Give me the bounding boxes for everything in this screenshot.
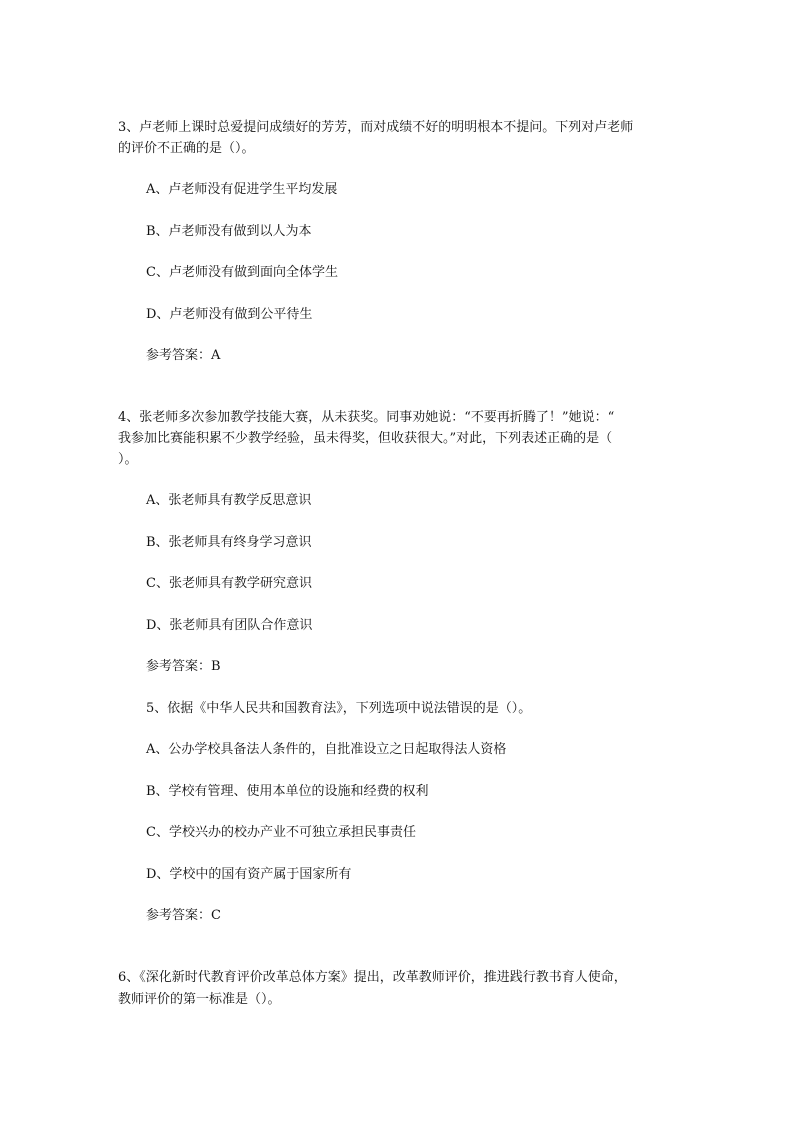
question-3-option-b: B、卢老师没有做到以人为本	[146, 224, 312, 239]
question-3-stem-line-1: 3、卢老师上课时总爱提问成绩好的芳芳，而对成绩不好的明明根本不提问。下列对卢老师	[118, 120, 634, 135]
question-4-option-c: C、张老师具有教学研究意识	[146, 576, 312, 591]
question-4-stem-line-3: ）。	[118, 452, 138, 467]
question-4-stem-line-2: 我参加比赛能积累不少教学经验，虽未得奖，但收获很大。”对此，下列表述正确的是（	[118, 431, 613, 446]
question-4-option-d: D、张老师具有团队合作意识	[146, 618, 313, 633]
question-4-answer: 参考答案：B	[146, 659, 221, 674]
question-4-option-b: B、张老师具有终身学习意识	[146, 535, 312, 550]
question-3-answer: 参考答案：A	[146, 348, 221, 363]
question-5-stem-line-1: 5、依据《中华人民共和国教育法》，下列选项中说法错误的是（）。	[146, 701, 532, 716]
question-3-stem-line-2: 的评价不正确的是（）。	[118, 141, 255, 156]
question-4-option-a: A、张老师具有教学反思意识	[146, 493, 312, 508]
question-3-option-c: C、卢老师没有做到面向全体学生	[146, 265, 338, 280]
question-5-option-a: A、公办学校具备法人条件的，自批准设立之日起取得法人资格	[146, 742, 507, 757]
question-3-option-d: D、卢老师没有做到公平待生	[146, 307, 313, 322]
question-5-option-b: B、学校有管理、使用本单位的设施和经费的权利	[146, 784, 429, 799]
question-6-stem-line-2: 教师评价的第一标准是（）。	[118, 992, 281, 1007]
question-5-option-d: D、学校中的国有资产属于国家所有	[146, 867, 352, 882]
question-6-stem-line-1: 6、《深化新时代教育评价改革总体方案》提出，改革教师评价，推进践行教书育人使命，	[118, 970, 627, 985]
question-5-option-c: C、学校兴办的校办产业不可独立承担民事责任	[146, 825, 416, 840]
question-3-option-a: A、卢老师没有促进学生平均发展	[146, 182, 338, 197]
question-4-stem-line-1: 4、张老师多次参加教学技能大赛，从未获奖。同事劝她说：“不要再折腾了！”她说：“	[118, 410, 615, 425]
question-5-answer: 参考答案：C	[146, 908, 221, 923]
